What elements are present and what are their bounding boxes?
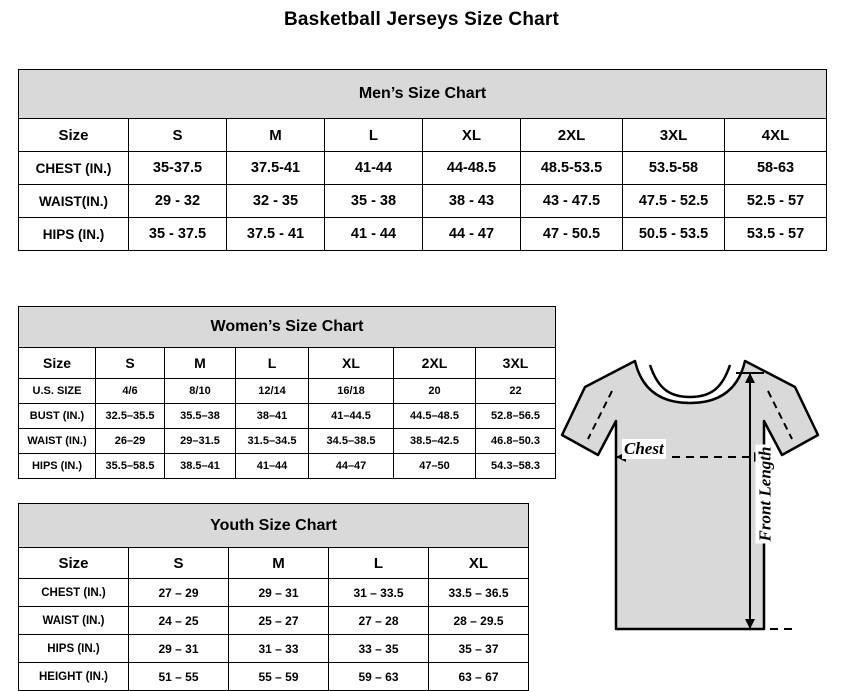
page-title: Basketball Jerseys Size Chart: [283, 9, 560, 30]
mens-chest-l: 41-44: [325, 152, 423, 185]
youth-hips-m: 31 – 33: [229, 635, 329, 663]
mens-col-3xl: 3XL: [623, 119, 725, 152]
womens-hips-m: 38.5–41: [165, 454, 236, 479]
youth-row-label-waist: WAIST (IN.): [19, 607, 129, 635]
jersey-shirt-icon: [540, 339, 840, 679]
mens-chest-2xl: 48.5-53.5: [521, 152, 623, 185]
chest-measure-label: Chest: [624, 439, 664, 458]
mens-col-l: L: [325, 119, 423, 152]
table-row: [19, 663, 529, 691]
womens-row-label-hips: HIPS (IN.): [19, 454, 96, 479]
table-row: [19, 185, 827, 218]
youth-row-label-height: HEIGHT (IN.): [19, 663, 129, 691]
womens-bust-xl: 41–44.5: [309, 404, 394, 429]
womens-waist-2xl: 38.5–42.5: [394, 429, 476, 454]
womens-size-chart-table: [18, 306, 556, 479]
mens-column-header-row: [19, 119, 827, 152]
womens-row-label-bust: BUST (IN.): [19, 404, 96, 429]
youth-height-m: 55 – 59: [229, 663, 329, 691]
youth-column-header-row: [19, 548, 529, 579]
mens-col-xl: XL: [423, 119, 521, 152]
youth-chest-m: 29 – 31: [229, 579, 329, 607]
youth-chart-caption: Youth Size Chart: [19, 504, 529, 548]
youth-col-xl: XL: [429, 548, 529, 579]
mens-waist-l: 35 - 38: [325, 185, 423, 218]
mens-size-chart-table: [18, 69, 827, 251]
table-row: [19, 579, 529, 607]
mens-row-label-chest: CHEST (IN.): [19, 152, 129, 185]
womens-col-2xl: 2XL: [394, 348, 476, 379]
table-row: [19, 607, 529, 635]
youth-col-s: S: [129, 548, 229, 579]
youth-row-label-chest: CHEST (IN.): [19, 579, 129, 607]
mens-col-4xl: 4XL: [725, 119, 827, 152]
womens-ussize-2xl: 20: [394, 379, 476, 404]
womens-ussize-s: 4/6: [96, 379, 165, 404]
youth-height-l: 59 – 63: [329, 663, 429, 691]
womens-bust-2xl: 44.5–48.5: [394, 404, 476, 429]
youth-waist-xl: 28 – 29.5: [429, 607, 529, 635]
womens-waist-xl: 34.5–38.5: [309, 429, 394, 454]
mens-hips-xl: 44 - 47: [423, 218, 521, 251]
table-row: [19, 429, 556, 454]
mens-col-s: S: [129, 119, 227, 152]
mens-chest-s: 35-37.5: [129, 152, 227, 185]
womens-col-s: S: [96, 348, 165, 379]
womens-ussize-l: 12/14: [236, 379, 309, 404]
womens-hips-s: 35.5–58.5: [96, 454, 165, 479]
youth-waist-s: 24 – 25: [129, 607, 229, 635]
womens-ussize-3xl: 22: [476, 379, 556, 404]
mens-waist-4xl: 52.5 - 57: [725, 185, 827, 218]
womens-hips-l: 41–44: [236, 454, 309, 479]
youth-hips-xl: 35 – 37: [429, 635, 529, 663]
shirt-collar: [650, 365, 730, 397]
youth-height-s: 51 – 55: [129, 663, 229, 691]
womens-chart-caption: Women’s Size Chart: [19, 307, 556, 348]
youth-hips-s: 29 – 31: [129, 635, 229, 663]
womens-hips-3xl: 54.3–58.3: [476, 454, 556, 479]
mens-chest-3xl: 53.5-58: [623, 152, 725, 185]
womens-ussize-m: 8/10: [165, 379, 236, 404]
youth-col-size: Size: [19, 548, 129, 579]
mens-chest-xl: 44-48.5: [423, 152, 521, 185]
womens-bust-l: 38–41: [236, 404, 309, 429]
youth-waist-l: 27 – 28: [329, 607, 429, 635]
womens-row-label-waist: WAIST (IN.): [19, 429, 96, 454]
jersey-measurement-diagram: [540, 339, 840, 679]
womens-chart-caption-row: [19, 307, 556, 348]
mens-waist-xl: 38 - 43: [423, 185, 521, 218]
womens-waist-3xl: 46.8–50.3: [476, 429, 556, 454]
table-row: [19, 152, 827, 185]
youth-waist-m: 25 – 27: [229, 607, 329, 635]
womens-column-header-row: [19, 348, 556, 379]
table-row: [19, 635, 529, 663]
mens-waist-s: 29 - 32: [129, 185, 227, 218]
mens-chest-4xl: 58-63: [725, 152, 827, 185]
youth-hips-l: 33 – 35: [329, 635, 429, 663]
womens-col-size: Size: [19, 348, 96, 379]
youth-chart-caption-row: [19, 504, 529, 548]
mens-hips-2xl: 47 - 50.5: [521, 218, 623, 251]
mens-chart-caption-row: [19, 70, 827, 119]
mens-chart-caption: Men’s Size Chart: [19, 70, 827, 119]
mens-hips-3xl: 50.5 - 53.5: [623, 218, 725, 251]
mens-hips-m: 37.5 - 41: [227, 218, 325, 251]
womens-col-xl: XL: [309, 348, 394, 379]
mens-col-m: M: [227, 119, 325, 152]
mens-hips-s: 35 - 37.5: [129, 218, 227, 251]
mens-hips-4xl: 53.5 - 57: [725, 218, 827, 251]
mens-row-label-hips: HIPS (IN.): [19, 218, 129, 251]
mens-col-2xl: 2XL: [521, 119, 623, 152]
youth-chest-xl: 33.5 – 36.5: [429, 579, 529, 607]
womens-hips-xl: 44–47: [309, 454, 394, 479]
womens-col-m: M: [165, 348, 236, 379]
womens-bust-s: 32.5–35.5: [96, 404, 165, 429]
youth-height-xl: 63 – 67: [429, 663, 529, 691]
womens-hips-2xl: 47–50: [394, 454, 476, 479]
womens-waist-m: 29–31.5: [165, 429, 236, 454]
mens-hips-l: 41 - 44: [325, 218, 423, 251]
youth-chest-l: 31 – 33.5: [329, 579, 429, 607]
mens-row-label-waist: WAIST(IN.): [19, 185, 129, 218]
womens-waist-l: 31.5–34.5: [236, 429, 309, 454]
womens-col-3xl: 3XL: [476, 348, 556, 379]
youth-chest-s: 27 – 29: [129, 579, 229, 607]
table-row: [19, 218, 827, 251]
table-row: [19, 404, 556, 429]
mens-chest-m: 37.5-41: [227, 152, 325, 185]
front-length-measure-label: Front Length: [755, 446, 775, 542]
womens-col-l: L: [236, 348, 309, 379]
youth-col-l: L: [329, 548, 429, 579]
youth-col-m: M: [229, 548, 329, 579]
womens-row-label-us-size: U.S. SIZE: [19, 379, 96, 404]
youth-size-chart-table: [18, 503, 529, 691]
mens-waist-3xl: 47.5 - 52.5: [623, 185, 725, 218]
youth-row-label-hips: HIPS (IN.): [19, 635, 129, 663]
table-row: [19, 454, 556, 479]
mens-col-size: Size: [19, 119, 129, 152]
shirt-outline: [562, 361, 818, 629]
mens-waist-m: 32 - 35: [227, 185, 325, 218]
womens-ussize-xl: 16/18: [309, 379, 394, 404]
womens-bust-m: 35.5–38: [165, 404, 236, 429]
table-row: [19, 379, 556, 404]
womens-waist-s: 26–29: [96, 429, 165, 454]
womens-bust-3xl: 52.8–56.5: [476, 404, 556, 429]
mens-waist-2xl: 43 - 47.5: [521, 185, 623, 218]
